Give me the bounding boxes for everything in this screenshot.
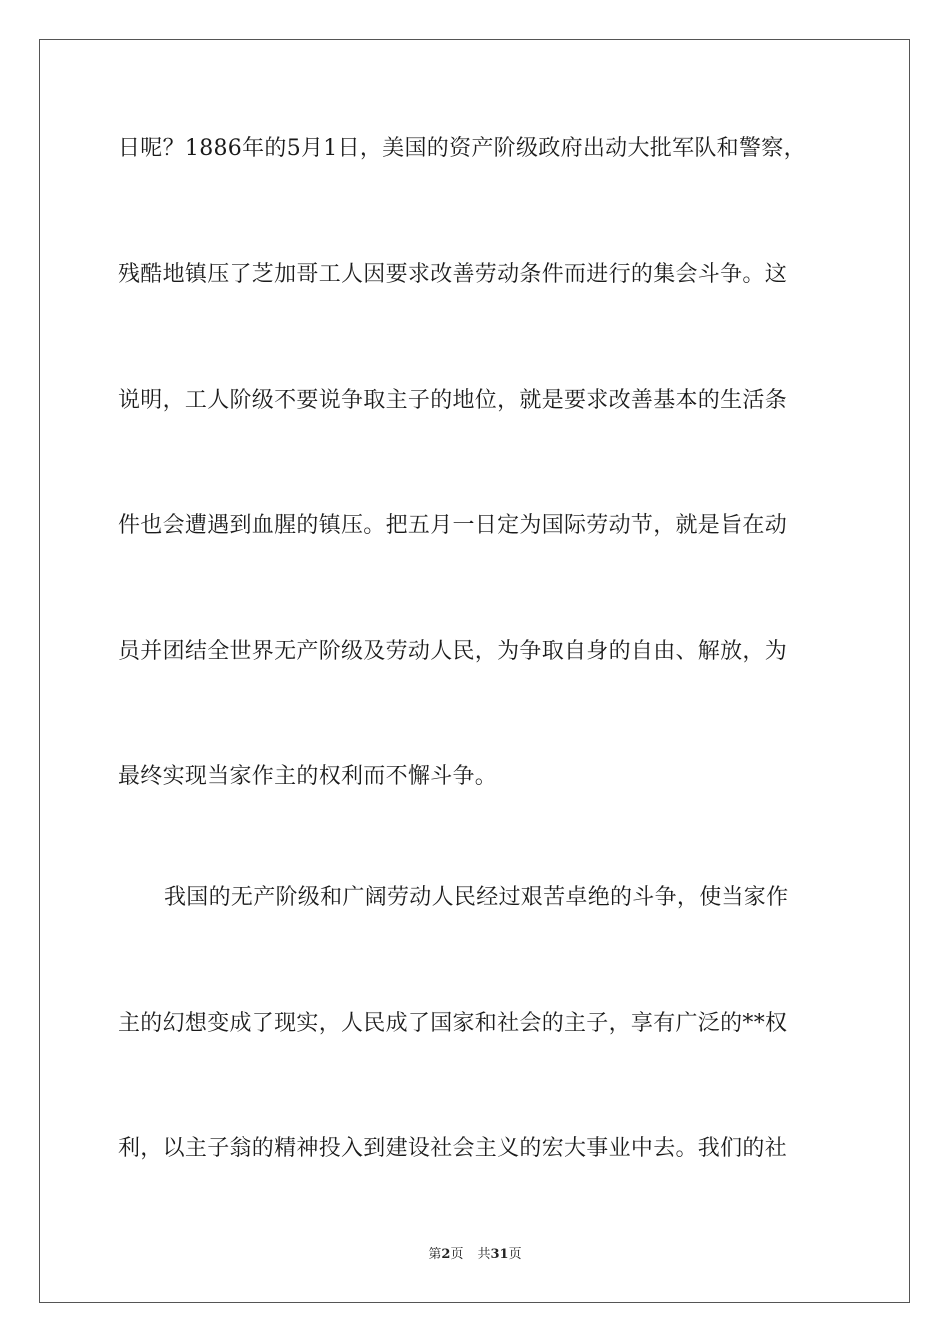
text-line: 说明，工人阶级不要说争取主子的地位，就是要求改善基本的生活条 bbox=[118, 388, 788, 413]
page-prefix: 第 bbox=[428, 1247, 442, 1262]
text-line: 日呢？1886年的5月1日，美国的资产阶级政府出动大批军队和警察， bbox=[118, 136, 806, 161]
page-number: 2 bbox=[441, 1247, 451, 1262]
total-suffix: 页 bbox=[508, 1247, 522, 1262]
total-prefix: 共 bbox=[477, 1247, 491, 1262]
text-line: 员并团结全世界无产阶级及劳动人民，为争取自身的自由、解放，为 bbox=[118, 639, 788, 664]
page-suffix: 页 bbox=[450, 1247, 464, 1262]
text-line: 利，以主子翁的精神投入到建设社会主义的宏大事业中去。我们的社 bbox=[118, 1136, 788, 1161]
total-pages: 31 bbox=[490, 1247, 509, 1262]
text-line: 件也会遭遇到血腥的镇压。把五月一日定为国际劳动节，就是旨在动 bbox=[118, 513, 788, 538]
page-footer bbox=[0, 1246, 950, 1264]
text-line: 最终实现当家作主的权利而不懈斗争。 bbox=[118, 764, 498, 789]
text-line: 残酷地镇压了芝加哥工人因要求改善劳动条件而进行的集会斗争。这 bbox=[118, 262, 788, 287]
text-line-paragraph-start: 我国的无产阶级和广阔劳动人民经过艰苦卓绝的斗争，使当家作 bbox=[164, 885, 789, 910]
page-border bbox=[39, 39, 910, 1303]
text-line: 主的幻想变成了现实，人民成了国家和社会的主子，享有广泛的**权 bbox=[118, 1011, 788, 1036]
